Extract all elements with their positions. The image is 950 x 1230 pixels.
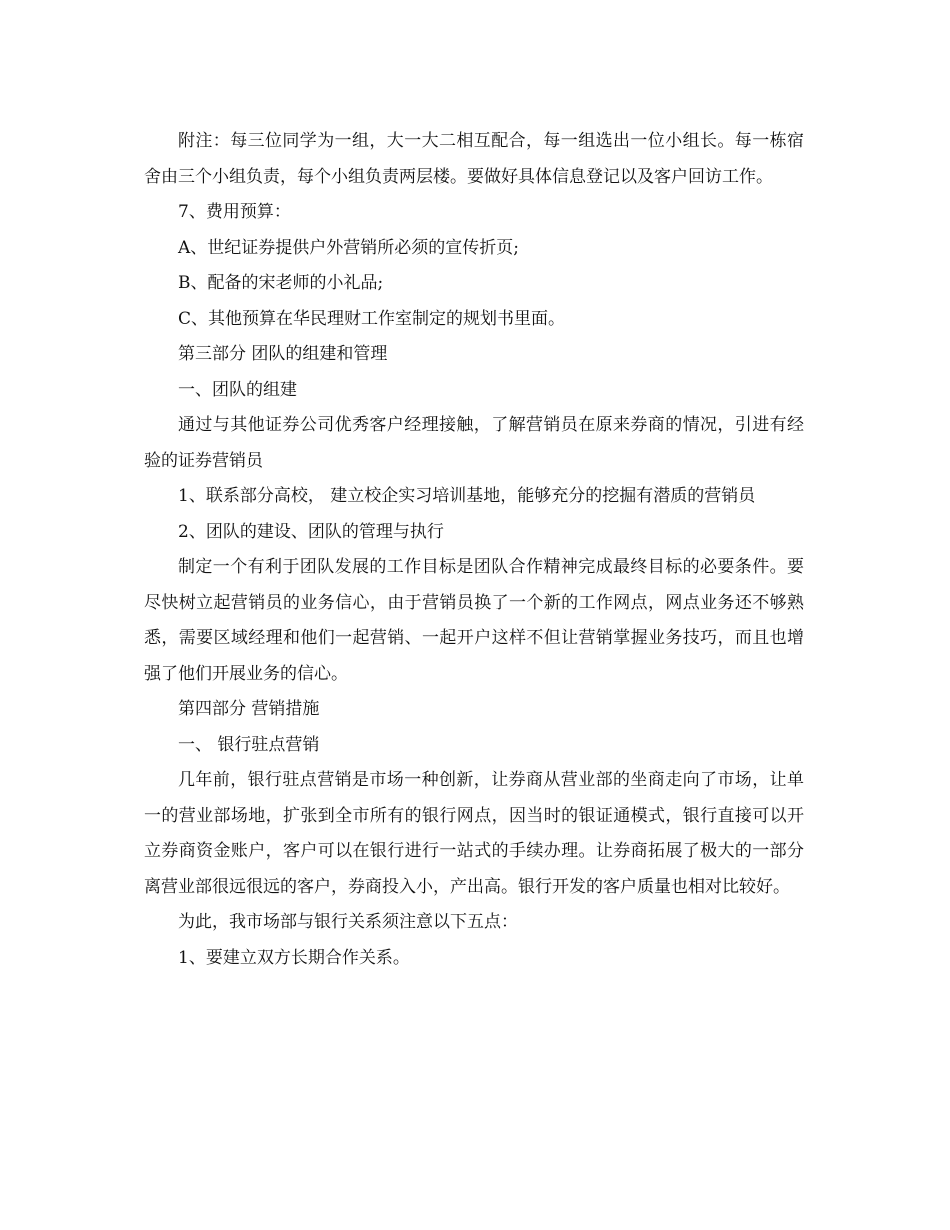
part-three-heading: 第三部分 团队的组建和管理 bbox=[178, 344, 388, 364]
budget-heading: 7、费用预算： bbox=[178, 202, 291, 222]
bank-relation-item-1: 1、要建立双方长期合作关系。 bbox=[178, 947, 410, 968]
team-building-paragraph: 通过与其他证券公司优秀客户经理接触，了解营销员在原来券商的情况，引进有经验的证券营销员 bbox=[144, 415, 804, 471]
bank-marketing-heading: 一、 银行驻点营销 bbox=[178, 734, 320, 755]
bank-marketing-paragraph: 几年前，银行驻点营销是市场一种创新，让券商从营业部的坐商走向了市场，让单一的营业部场地，扩张到全市所有的银行网点，因当时的银证通模式，银行直接可以开立券商资金账户，客户可以在银行进行一站式的手续办理。让券商拓展了极大的一部分离营业部很远很远的客户，券商投入小，产出高。银行开发的客户质量也相对比较好。 bbox=[144, 770, 804, 897]
team-management-heading: 2、团队的建设、团队的管理与执行 bbox=[178, 521, 444, 542]
budget-item-a: A、世纪证券提供户外营销所必须的宣传折页; bbox=[178, 237, 520, 258]
part-four-heading: 第四部分 营销措施 bbox=[178, 699, 320, 719]
bank-relation-intro: 为此，我市场部与银行关系须注意以下五点： bbox=[178, 912, 518, 932]
note-paragraph: 附注：每三位同学为一组，大一大二相互配合，每一组选出一位小组长。每一栋宿舍由三个小组负责，每个小组负责两层楼。要做好具体信息登记以及客户回访工作。 bbox=[144, 131, 804, 187]
team-goal-paragraph: 制定一个有利于团队发展的工作目标是团队合作精神完成最终目标的必要条件。要尽快树立起营销员的业务信心，由于营销员换了一个新的工作网点，网点业务还不够熟悉，需要区域经理和他们一起营销、一起开户这样不但让营销掌握业务技巧，而且也增强了他们开展业务的信心。 bbox=[144, 557, 804, 684]
budget-item-c: C、其他预算在华民理财工作室制定的规划书里面。 bbox=[178, 308, 566, 329]
budget-item-b: B、配备的宋老师的小礼品; bbox=[178, 273, 384, 293]
school-contact-paragraph: 1、联系部分高校， 建立校企实习培训基地，能够充分的挖掘有潜质的营销员 bbox=[178, 486, 756, 506]
document-page bbox=[144, 124, 804, 976]
team-building-heading: 一、团队的组建 bbox=[178, 379, 297, 400]
